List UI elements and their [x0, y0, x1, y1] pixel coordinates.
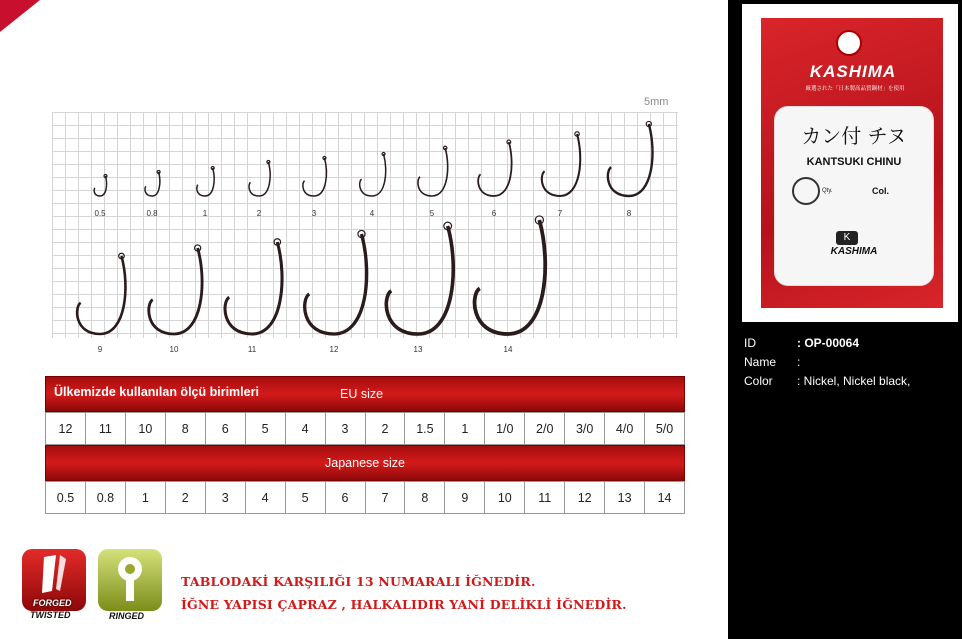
- color-value: : Nickel, Nickel black,: [797, 374, 911, 388]
- size-cell: 0.5: [46, 481, 86, 514]
- hook-r1-0: [94, 176, 106, 196]
- size-cell: 3/0: [565, 412, 605, 445]
- size-cell: 6: [326, 481, 366, 514]
- hook-size-label: 5: [429, 209, 435, 218]
- hook-r2-5: [475, 220, 546, 334]
- size-cell: 4: [246, 481, 286, 514]
- ringed-label: RINGED: [109, 611, 145, 621]
- size-cell: 0.8: [86, 481, 126, 514]
- ringed-badge: [98, 549, 162, 611]
- japanese-size-header: Japanese size: [325, 456, 405, 470]
- grid-scale-label: 5mm: [644, 96, 669, 108]
- size-cell: 4: [286, 412, 326, 445]
- note-hook-structure: İĞNE YAPISI ÇAPRAZ , HALKALIDIR YANİ DELİKLİ İĞNEDİR.: [181, 597, 627, 612]
- hook-r1-3: [249, 162, 270, 196]
- size-cell: 11: [525, 481, 565, 514]
- hook-r1-2: [197, 168, 214, 196]
- package-japanese-name: カン付 チヌ: [801, 124, 907, 148]
- package-hang-hole: [836, 30, 862, 56]
- eu-size-header: EU size: [340, 387, 384, 401]
- japanese-size-row: [45, 481, 685, 514]
- twisted-label: TWISTED: [30, 610, 71, 620]
- table-title: Ülkemizde kullanılan ölçü birimleri: [54, 385, 259, 399]
- hook-size-label: 0.8: [146, 209, 158, 218]
- hook-r1-5: [360, 154, 386, 196]
- size-cell: 12: [46, 412, 86, 445]
- hook-size-label: 4: [369, 209, 375, 218]
- ring-eye-icon: [98, 549, 162, 611]
- hook-size-label: 2: [256, 209, 262, 218]
- hook-size-label: 12: [329, 345, 339, 354]
- eu-size-row: [45, 412, 685, 445]
- package-ring-icon: [792, 177, 820, 205]
- size-cell: 2: [366, 412, 406, 445]
- hook-r1-6: [418, 148, 448, 196]
- size-cell: 1: [445, 412, 485, 445]
- size-cell: 13: [605, 481, 645, 514]
- size-table: [45, 376, 685, 514]
- size-cell: 2/0: [525, 412, 565, 445]
- jp-header-bar: [45, 445, 685, 481]
- id-value: : OP-00064: [797, 336, 860, 350]
- hook-r1-1: [145, 172, 160, 196]
- note-size-equivalent: TABLODAKİ KARŞILIĞI 13 NUMARALI İĞNEDİR.: [181, 574, 536, 589]
- corner-accent: [0, 0, 40, 32]
- size-cell: 12: [565, 481, 605, 514]
- package-brand: KASHIMA: [809, 62, 897, 81]
- hook-size-label: 1: [202, 209, 208, 218]
- hook-size-label: 13: [413, 345, 423, 354]
- hook-size-label: 0.5: [94, 209, 106, 218]
- size-cell: 10: [485, 481, 525, 514]
- hook-size-label: 11: [247, 345, 257, 354]
- hook-r2-4: [386, 226, 453, 334]
- hook-size-label: 7: [557, 209, 563, 218]
- hook-size-label: 9: [97, 345, 103, 354]
- hook-r2-3: [305, 234, 367, 334]
- hook-r1-8: [542, 134, 580, 196]
- size-cell: 3: [326, 412, 366, 445]
- size-cell: 8: [405, 481, 445, 514]
- hook-r2-2: [225, 242, 282, 334]
- color-label: Color: [744, 374, 773, 388]
- size-cell: 2: [166, 481, 206, 514]
- hook-size-label: 10: [169, 345, 179, 354]
- size-cell: 14: [645, 481, 685, 514]
- size-cell: 1: [126, 481, 166, 514]
- size-cell: 1.5: [405, 412, 445, 445]
- hook-size-label: 6: [491, 209, 497, 218]
- hooks-illustration: [52, 112, 678, 338]
- size-cell: 9: [445, 481, 485, 514]
- name-label: Name: [744, 355, 777, 369]
- size-cell: 3: [206, 481, 246, 514]
- package-logo-text: KASHIMA: [830, 246, 878, 257]
- size-cell: 11: [86, 412, 126, 445]
- size-cell: 7: [366, 481, 406, 514]
- size-cell: 4/0: [605, 412, 645, 445]
- size-cell: 6: [206, 412, 246, 445]
- size-cell: 10: [126, 412, 166, 445]
- size-cell: 5/0: [645, 412, 685, 445]
- forged-label: FORGED: [33, 598, 72, 608]
- hook-size-label: 14: [503, 345, 513, 354]
- id-label: ID: [744, 336, 756, 350]
- size-cell: 5: [246, 412, 286, 445]
- hook-r1-4: [303, 158, 327, 196]
- size-cell: 5: [286, 481, 326, 514]
- hook-size-label: 3: [311, 209, 317, 218]
- hook-r2-0: [77, 256, 125, 334]
- package-qty: Qty.: [822, 188, 833, 194]
- eu-header-bar: [45, 376, 685, 412]
- size-cell: 1/0: [485, 412, 525, 445]
- hook-r2-1: [149, 248, 202, 334]
- hook-r1-9: [608, 124, 653, 196]
- package-subtitle: 厳選された「日本製高品質鋼材」を使用: [805, 86, 905, 92]
- package-col: Col.: [872, 186, 889, 196]
- name-value: :: [797, 355, 801, 369]
- size-cell: 8: [166, 412, 206, 445]
- package-product-name: KANTSUKI CHINU: [806, 156, 902, 168]
- hook-r1-7: [478, 142, 511, 196]
- forged-hook-icon: [22, 549, 86, 599]
- kashima-logo-icon: K: [836, 231, 858, 245]
- hook-size-label: 8: [626, 209, 632, 218]
